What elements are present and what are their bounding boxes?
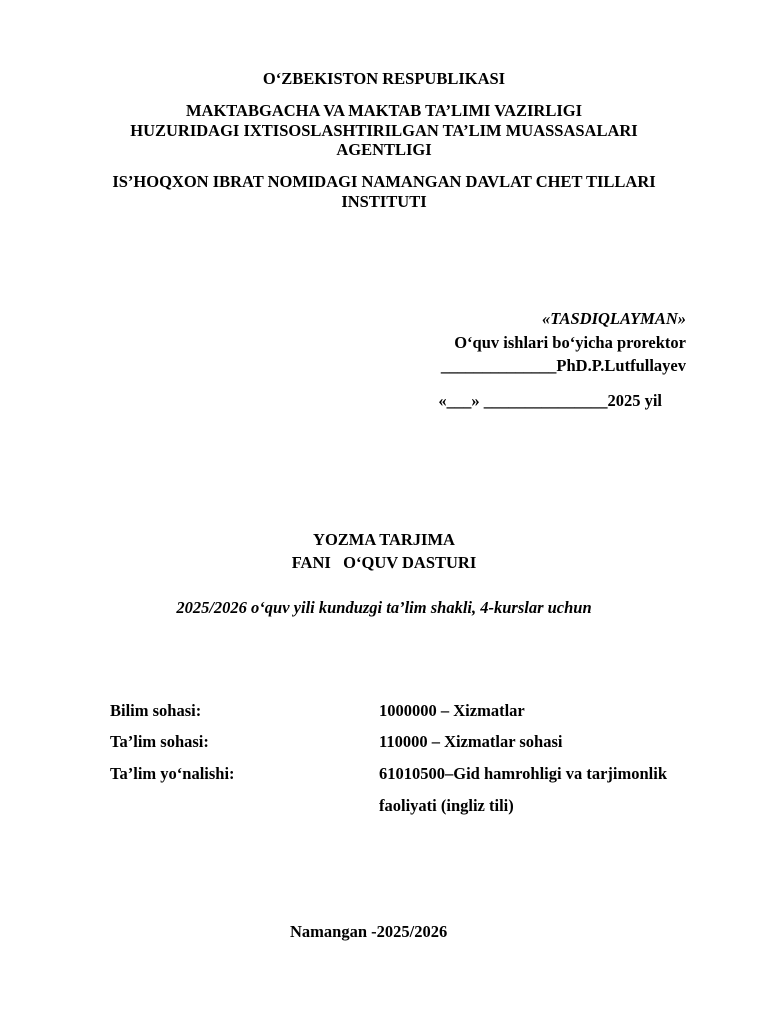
- approval-position: O‘quv ishlari bo‘yicha prorektor: [454, 333, 686, 352]
- subject-title-line1: YOZMA TARJIMA: [313, 530, 455, 549]
- field-label-knowledge-area: Bilim sohasi:: [110, 701, 202, 720]
- agency-title-line1: HUZURIDAGI IXTISOSLASHTIRILGAN TA’LIM MUASSASALARI: [130, 121, 638, 140]
- approval-date: «___» _______________2025 yil: [438, 391, 662, 410]
- ministry-title: MAKTABGACHA VA MAKTAB TA’LIMI VAZIRLIGI: [185, 101, 583, 120]
- institute-title-line1: IS’HOQXON IBRAT NOMIDAGI NAMANGAN DAVLAT CHET TILLARI: [112, 172, 656, 191]
- republic-title: O‘ZBEKISTON RESPUBLIKASI: [262, 69, 506, 88]
- approval-title: «TASDIQLAYMAN»: [542, 309, 686, 328]
- footer-place-year: Namangan -2025/2026: [290, 922, 448, 941]
- field-label-education-direction: Ta’lim yo‘nalishi:: [110, 764, 235, 783]
- institute-title-line2: INSTITUTI: [341, 192, 427, 211]
- field-value-education-direction: 61010500–Gid hamrohligi va tarjimonlik: [379, 764, 668, 783]
- agency-title-line2: AGENTLIGI: [336, 140, 432, 159]
- field-value-education-direction-cont: faoliyati (ingliz tili): [379, 796, 514, 815]
- approval-signature: ______________PhD.P.Lutfullayev: [440, 356, 686, 375]
- field-label-education-area: Ta’lim sohasi:: [110, 732, 209, 751]
- subject-subtitle: 2025/2026 o‘quv yili kunduzgi ta’lim shakli, 4-kurslar uchun: [176, 598, 592, 617]
- field-value-education-area: 110000 – Xizmatlar sohasi: [379, 732, 563, 751]
- field-value-knowledge-area: 1000000 – Xizmatlar: [379, 701, 525, 720]
- subject-title-line2: FANI O‘QUV DASTURI: [291, 553, 477, 572]
